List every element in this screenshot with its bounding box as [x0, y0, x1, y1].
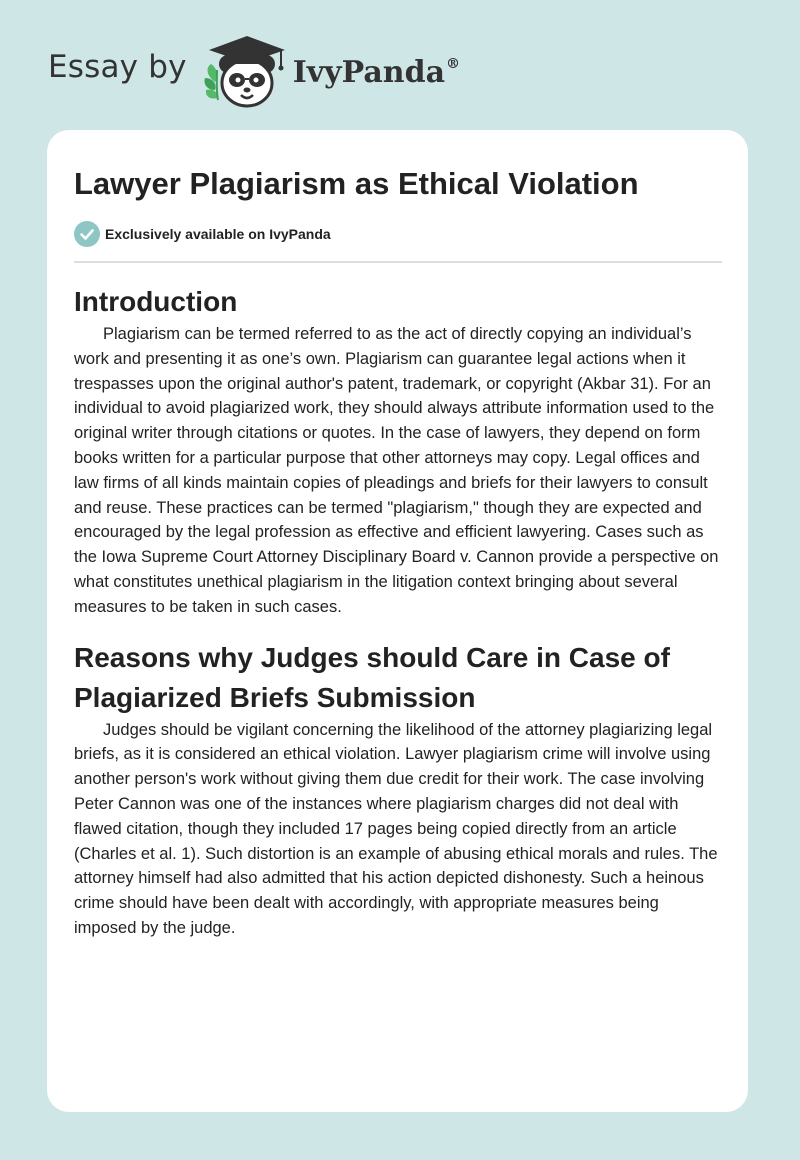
- panda-graduate-icon: [201, 30, 287, 110]
- essay-by-label: Essay by: [48, 49, 187, 85]
- site-header: [48, 30, 460, 110]
- section-heading-introduction: Introduction: [74, 286, 238, 317]
- article-card: [47, 130, 748, 1112]
- section-paragraph-reasons: Judges should be vigilant concerning the likelihood of the attorney plagiarizing legal briefs, as it is considered an ethical violation. Lawyer plagiarism crime will involve using another person's work without giving them due credit for their work. The case involving Peter Cannon was one of the instances where plagiarism charges did not deal with flawed citation, though they included 17 pages being copied directly from an article (Charles et al. 1). Such distortion is an example of abusing ethical morals and rules. The attorney himself had also admitted that his action depicted dishonesty. Such a heinous crime should have been dealt with accordingly, with appropriate measures being imposed by the judge.: [74, 720, 718, 937]
- page-title: Lawyer Plagiarism as Ethical Violation: [74, 166, 639, 201]
- section-paragraph-introduction: Plagiarism can be termed referred to as the act of directly copying an individual’s work and presenting it as one’s own. Plagiarism can guarantee legal actions when it trespasses upon the original author's patent, trademark, or copyright (Akbar 31). For an individual to avoid plagiarized work, they should always attribute information used to the original writer through citations or quotes. In the case of lawyers, they depend on form books written for a particular purpose that other attorneys may copy. Legal offices and law firms of all kinds maintain copies of pleadings and briefs for their lawyers to consult and reuse. These practices can be termed "plagiarism," though they are expected and encouraged by the legal profession as effective and efficient lawyering. Cases such as the Iowa Supreme Court Attorney Disciplinary Board v. Cannon provide a perspective on what constitutes unethical plagiarism in the litigation context bringing about several measures to be taken in such cases.: [74, 325, 719, 616]
- brand-name: [293, 55, 460, 90]
- registered-mark: ®: [446, 55, 461, 72]
- section-heading-reasons: Reasons why Judges should Care in Case of Plagiarized Briefs Submission: [74, 641, 670, 713]
- article-content: [74, 164, 722, 941]
- exclusive-badge: [74, 221, 722, 247]
- brand-text: IvyPanda: [292, 54, 446, 90]
- exclusive-label: Exclusively available on IvyPanda: [105, 226, 331, 242]
- divider: [74, 261, 722, 263]
- check-circle-icon: [74, 221, 100, 247]
